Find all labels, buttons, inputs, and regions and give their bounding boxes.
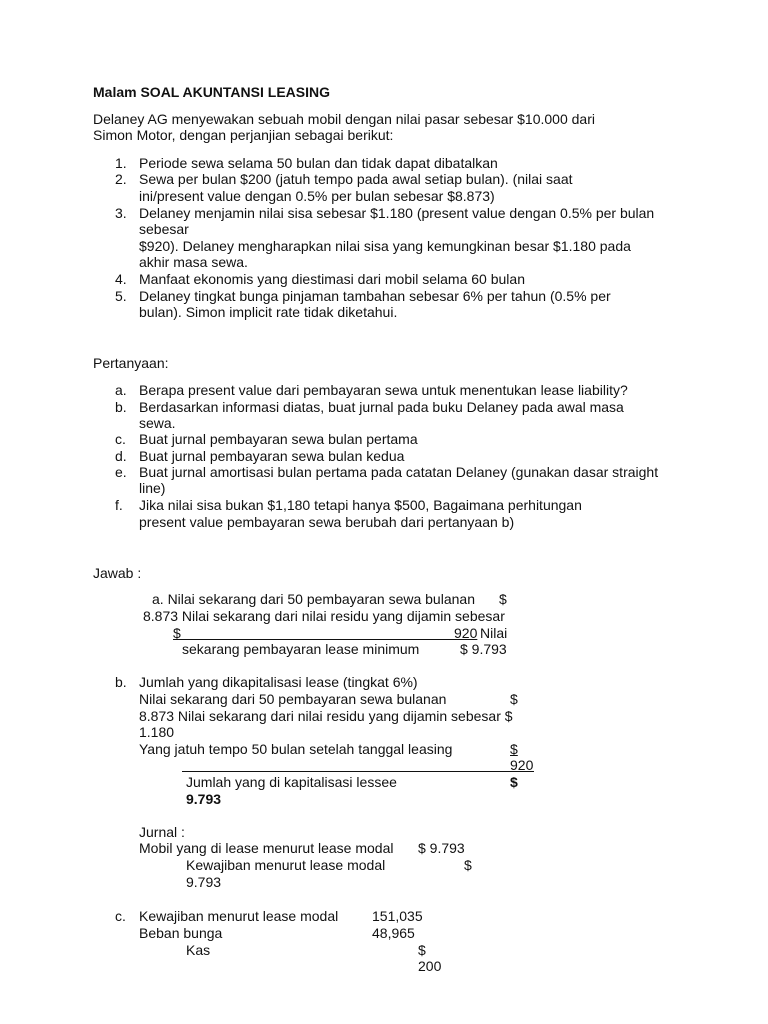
journal-row-amount: 48,965 xyxy=(372,925,415,941)
intro-line-2: Simon Motor, dengan perjanjian sebagai berikut: xyxy=(93,127,394,143)
journal-debit-account: Mobil yang di lease menurut lease modal xyxy=(139,840,394,856)
journal-heading: Jurnal : xyxy=(139,824,185,840)
journal-row-account: Beban bunga xyxy=(139,925,223,941)
answer-b-line-3: 8.873 Nilai sekarang dari nilai residu yang dijamin sebesar $ xyxy=(139,708,513,724)
answer-c-label: c. xyxy=(115,908,126,924)
term-number: 1. xyxy=(115,155,127,171)
answer-b-residual-value: 920 xyxy=(510,757,534,773)
answers-heading: Jawab : xyxy=(93,565,142,581)
journal-row-account: Kas xyxy=(186,942,211,958)
answer-a-line-3-tail: Nilai xyxy=(480,625,508,641)
question-text: Jika nilai sisa bukan $1,180 tetapi hanya $500, Bagaimana perhitungan xyxy=(139,497,582,513)
term-text: akhir masa sewa. xyxy=(139,254,248,270)
term-number: 3. xyxy=(115,205,127,221)
answer-b-line-1: Jumlah yang dikapitalisasi lease (tingkat 6%) xyxy=(139,674,418,690)
term-number: 2. xyxy=(115,171,127,187)
answer-a-line-2: 8.873 Nilai sekarang dari nilai residu yang dijamin sebesar xyxy=(143,608,505,624)
answer-b-total-label: Jumlah yang di kapitalisasi lessee xyxy=(186,774,397,790)
term-text: bulan). Simon implicit rate tidak diketahui. xyxy=(139,304,398,320)
answer-b-label: b. xyxy=(115,674,127,690)
term-text: Manfaat ekonomis yang diestimasi dari mobil selama 60 bulan xyxy=(139,271,525,287)
answer-b-line-4: 1.180 xyxy=(139,724,175,740)
term-text: Delaney menjamin nilai sisa sebesar $1.180 (present value dengan 0.5% per bulan xyxy=(139,205,655,221)
page-title: Malam SOAL AKUNTANSI LEASING xyxy=(93,84,330,100)
question-letter: b. xyxy=(115,399,127,415)
questions-heading: Pertanyaan: xyxy=(93,355,169,371)
term-number: 5. xyxy=(115,288,127,304)
question-text: sewa. xyxy=(139,415,176,431)
question-letter: f. xyxy=(115,497,123,513)
answer-a-line-4: sekarang pembayaran lease minimum xyxy=(182,641,420,657)
answer-a-dollar: $ xyxy=(499,591,507,607)
journal-row-dollar: $ xyxy=(418,942,426,958)
term-text: sebesar xyxy=(139,221,189,237)
question-text: Berapa present value dari pembayaran sewa untuk menentukan lease liability? xyxy=(139,382,628,398)
question-letter: d. xyxy=(115,448,127,464)
answer-b-total-value: 9.793 xyxy=(186,791,222,807)
term-number: 4. xyxy=(115,271,127,287)
question-letter: a. xyxy=(115,382,127,398)
question-text: line) xyxy=(139,480,166,496)
answer-a-line-1: a. Nilai sekarang dari 50 pembayaran sewa bulanan xyxy=(152,591,475,607)
sum-rule xyxy=(182,771,534,772)
question-text: Berdasarkan informasi diatas, buat jurnal pada buku Delaney pada awal masa xyxy=(139,399,624,415)
question-text: Buat jurnal pembayaran sewa bulan pertama xyxy=(139,431,418,447)
journal-row-amount: 200 xyxy=(418,958,442,974)
answer-b-line-5: Yang jatuh tempo 50 bulan setelah tanggal leasing xyxy=(139,741,453,757)
term-text: ini/present value dengan 0.5% per bulan sebesar $8.873) xyxy=(139,188,495,204)
journal-row-account: Kewajiban menurut lease modal xyxy=(139,908,339,924)
journal-debit-amount: $ 9.793 xyxy=(418,840,465,856)
term-text: Delaney tingkat bunga pinjaman tambahan sebesar 6% per tahun (0.5% per xyxy=(139,288,611,304)
answer-a-dollar: $ xyxy=(173,625,181,641)
answer-b-total-dollar: $ xyxy=(510,774,518,790)
sum-rule xyxy=(173,639,476,640)
journal-credit-amount: 9.793 xyxy=(186,874,222,890)
answer-a-total: $ 9.793 xyxy=(460,641,507,657)
question-text: Buat jurnal amortisasi bulan pertama pada catatan Delaney (gunakan dasar straight xyxy=(139,464,659,480)
answer-b-dollar: $ xyxy=(510,741,518,757)
term-text: Sewa per bulan $200 (jatuh tempo pada awal setiap bulan). (nilai saat xyxy=(139,171,573,187)
journal-row-amount: 151,035 xyxy=(372,908,423,924)
question-text: Buat jurnal pembayaran sewa bulan kedua xyxy=(139,448,405,464)
term-text: Periode sewa selama 50 bulan dan tidak dapat dibatalkan xyxy=(139,155,498,171)
journal-credit-account: Kewajiban menurut lease modal xyxy=(186,857,386,873)
answer-b-line-2: Nilai sekarang dari 50 pembayaran sewa bulanan xyxy=(139,691,447,707)
answer-a-residual-value: 920 xyxy=(454,625,478,641)
journal-credit-dollar: $ xyxy=(464,857,472,873)
question-letter: c. xyxy=(115,431,126,447)
question-text: present value pembayaran sewa berubah dari pertanyaan b) xyxy=(139,514,515,530)
answer-b-dollar: $ xyxy=(510,691,518,707)
term-text: $920). Delaney mengharapkan nilai sisa yang kemungkinan besar $1.180 pada xyxy=(139,238,631,254)
intro-line-1: Delaney AG menyewakan sebuah mobil dengan nilai pasar sebesar $10.000 dari xyxy=(93,111,595,127)
question-letter: e. xyxy=(115,464,127,480)
